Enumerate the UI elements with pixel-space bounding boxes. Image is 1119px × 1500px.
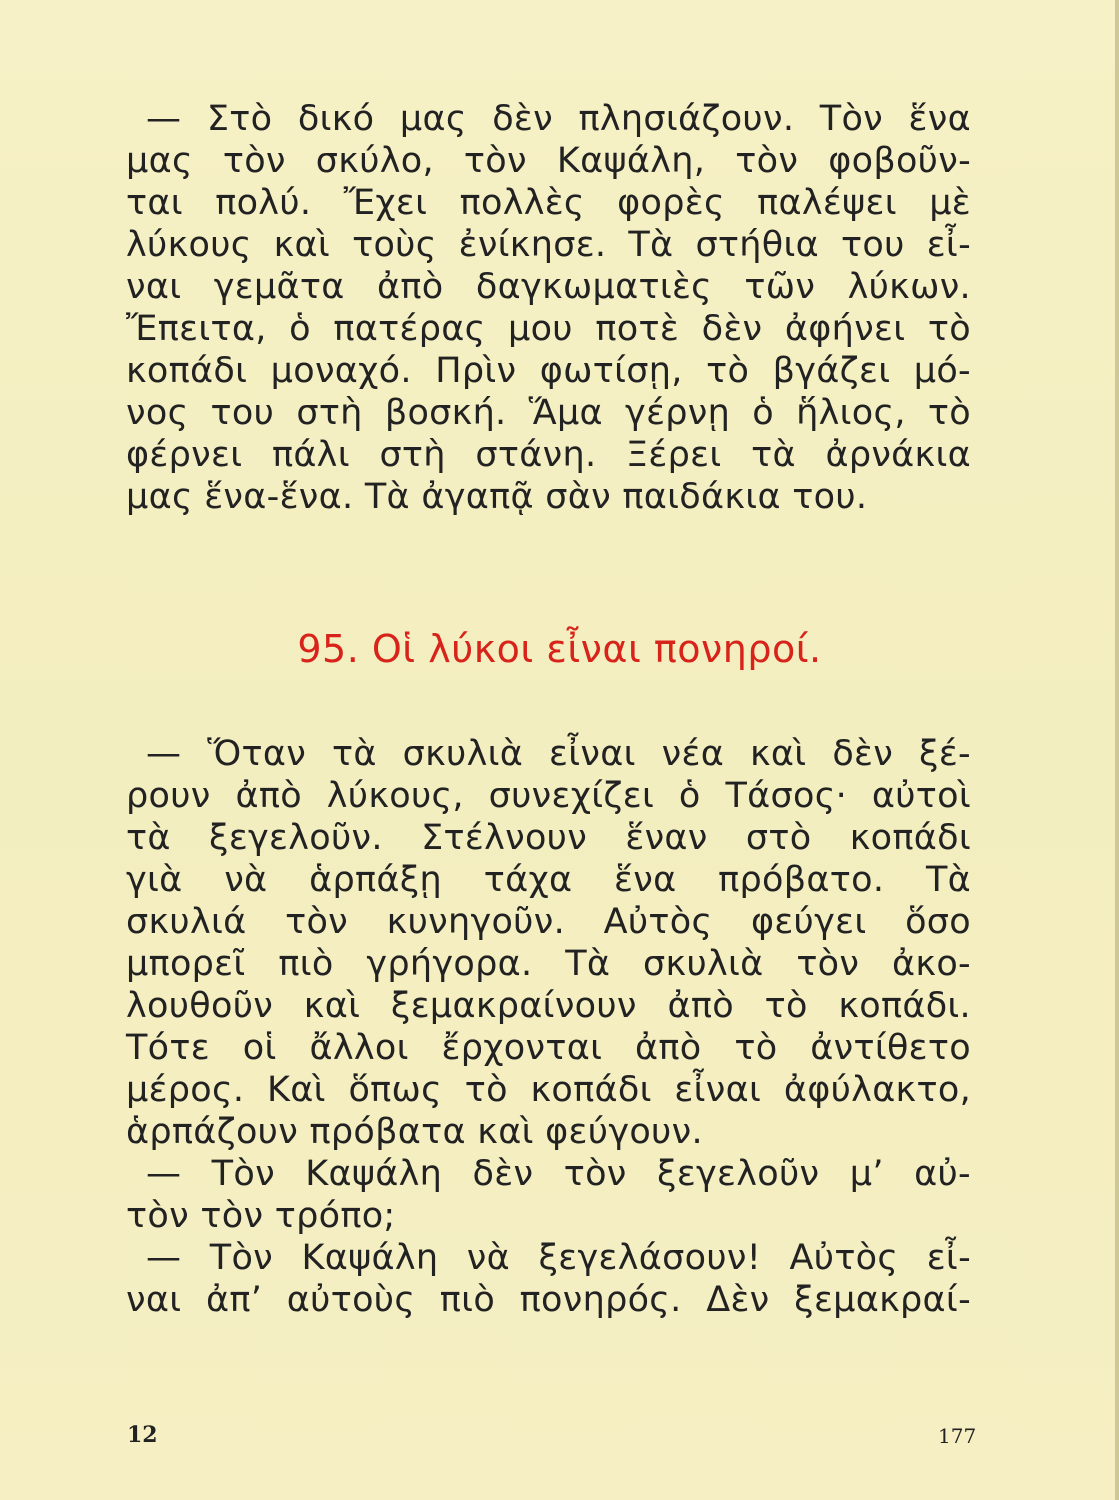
text-line: γιὰ νὰ ἁρπάξῃ τάχα ἕνα πρόβατο. Τὰ (126, 860, 971, 900)
text-line: ναι γεμᾶτα ἀπὸ δαγκωματιὲς τῶν λύκων. (126, 267, 971, 307)
paragraph-dialogue-one (126, 98, 971, 518)
text-line: — Στὸ δικό μας δὲν πλησιάζουν. Τὸν ἕνα (146, 99, 971, 139)
text-line: φέρνει πάλι στὴ στάνη. Ξέρει τὰ ἀρνάκια (126, 435, 971, 475)
text-line: μέρος. Καὶ ὅπως τὸ κοπάδι εἶναι ἀφύλακτο, (126, 1070, 971, 1110)
text-line: ρουν ἀπὸ λύκους, συνεχίζει ὁ Τάσος· αὐτοὶ (126, 776, 971, 816)
chapter-heading (0, 625, 1119, 673)
text-line: — Τὸν Καψάλη νὰ ξεγελάσουν! Αὐτὸς εἶ- (146, 1238, 971, 1278)
paragraph-dialogue-two (126, 733, 971, 1321)
text-line: λύκους καὶ τοὺς ἐνίκησε. Τὰ στήθια του εἶ- (126, 225, 971, 265)
page-number: 177 (938, 1424, 977, 1448)
text-line: τὸν τὸν τρόπο; (126, 1196, 396, 1236)
text-line: μας ἕνα-ἕνα. Τὰ ἀγαπᾷ σὰν παιδάκια του. (126, 477, 868, 517)
text-line: μπορεῖ πιὸ γρήγορα. Τὰ σκυλιὰ τὸν ἀκο- (126, 944, 971, 984)
text-line: μας τὸν σκύλο, τὸν Καψάλη, τὸν φοβοῦν- (126, 141, 971, 181)
text-line: νος του στὴ βοσκή. Ἅμα γέρνῃ ὁ ἥλιος, τὸ (126, 393, 971, 433)
text-line: ναι ἀπ’ αὐτοὺς πιὸ πονηρός. Δὲν ξεμακραί- (126, 1280, 971, 1320)
text-line: ἁρπάζουν πρόβατα καὶ φεύγουν. (126, 1112, 703, 1152)
text-line: τὰ ξεγελοῦν. Στέλνουν ἕναν στὸ κοπάδι (126, 818, 971, 858)
text-line: λουθοῦν καὶ ξεμακραίνουν ἀπὸ τὸ κοπάδι. (126, 986, 971, 1026)
text-line: Ἔπειτα, ὁ πατέρας μου ποτὲ δὲν ἀφήνει τὸ (126, 309, 971, 349)
signature-mark: 12 (127, 1422, 158, 1448)
chapter-heading-text: 95. Οἱ λύκοι εἶναι πονηροί. (297, 627, 822, 671)
text-line: — Ὅταν τὰ σκυλιὰ εἶναι νέα καὶ δὲν ξέ- (146, 734, 971, 774)
page-edge (1115, 0, 1119, 1500)
text-line: κοπάδι μοναχό. Πρὶν φωτίσῃ, τὸ βγάζει μό- (126, 351, 971, 391)
text-line: ται πολύ. Ἔχει πολλὲς φορὲς παλέψει μὲ (126, 183, 971, 223)
text-line: σκυλιά τὸν κυνηγοῦν. Αὐτὸς φεύγει ὅσο (126, 902, 971, 942)
text-line: — Τὸν Καψάλη δὲν τὸν ξεγελοῦν μ’ αὐ- (146, 1154, 971, 1194)
text-line: Τότε οἱ ἄλλοι ἔρχονται ἀπὸ τὸ ἀντίθετο (126, 1028, 971, 1068)
